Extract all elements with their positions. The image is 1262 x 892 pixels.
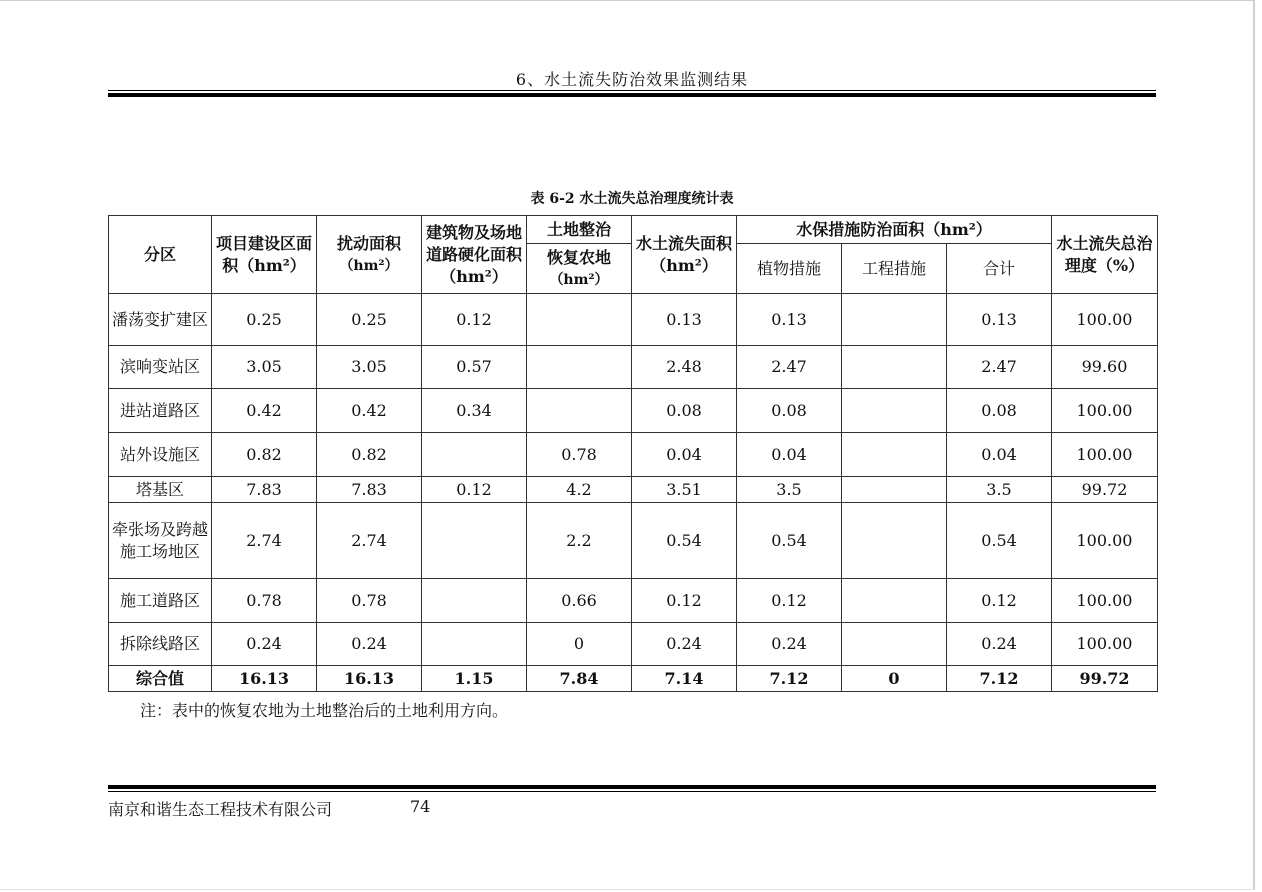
header-control-degree: 水土流失总治理度（%）	[1052, 216, 1158, 294]
cell-project-area: 16.13	[212, 666, 317, 692]
cell-plant: 0.04	[737, 433, 842, 477]
cell-project-area: 0.42	[212, 389, 317, 433]
cell-engineering	[842, 623, 947, 666]
cell-farmland	[527, 346, 632, 389]
header-restored-farmland-label: 恢复农地	[546, 247, 611, 267]
header-disturbed-area-label: 扰动面积	[336, 233, 401, 253]
cell-erosion: 0.13	[632, 294, 737, 346]
header-plant-measures: 植物措施	[737, 244, 842, 294]
cell-plant: 0.13	[737, 294, 842, 346]
cell-degree: 100.00	[1052, 294, 1158, 346]
table-row	[109, 503, 1158, 579]
header-zone: 分区	[109, 216, 212, 294]
header-restored-farmland	[527, 244, 632, 294]
cell-plant: 0.24	[737, 623, 842, 666]
table-row	[109, 433, 1158, 477]
cell-disturbed: 7.83	[317, 477, 422, 503]
running-header: 6、水土流失防治效果监测结果	[515, 70, 749, 89]
cell-farmland: 0.78	[527, 433, 632, 477]
cell-zone: 施工道路区	[109, 579, 212, 623]
header-erosion-area: 水土流失面积（hm²）	[632, 216, 737, 294]
cell-subtotal: 0.54	[947, 503, 1052, 579]
cell-farmland	[527, 389, 632, 433]
cell-farmland: 0.66	[527, 579, 632, 623]
header-project-area: 项目建设区面积（hm²）	[212, 216, 317, 294]
header-disturbed-area	[317, 216, 422, 294]
cell-subtotal: 2.47	[947, 346, 1052, 389]
cell-degree: 99.72	[1052, 666, 1158, 692]
cell-erosion: 7.14	[632, 666, 737, 692]
cell-disturbed: 2.74	[317, 503, 422, 579]
footer-rule-thin	[108, 791, 1156, 792]
cell-plant: 0.54	[737, 503, 842, 579]
header-measures-group: 水保措施防治面积（hm²）	[737, 216, 1052, 244]
cell-project-area: 0.24	[212, 623, 317, 666]
cell-building: 0.12	[422, 294, 527, 346]
erosion-control-table	[108, 215, 1158, 692]
cell-degree: 99.72	[1052, 477, 1158, 503]
cell-farmland: 2.2	[527, 503, 632, 579]
table-row	[109, 346, 1158, 389]
cell-farmland: 7.84	[527, 666, 632, 692]
cell-zone: 牵张场及跨越施工场地区	[109, 503, 212, 579]
cell-building	[422, 623, 527, 666]
table-row	[109, 477, 1158, 503]
cell-project-area: 0.25	[212, 294, 317, 346]
cell-engineering	[842, 579, 947, 623]
cell-farmland: 0	[527, 623, 632, 666]
header-building-area: 建筑物及场地道路硬化面积（hm²）	[422, 216, 527, 294]
cell-degree: 100.00	[1052, 579, 1158, 623]
table-caption: 表 6-2 水土流失总治理度统计表	[530, 191, 734, 207]
header-engineering-measures: 工程措施	[842, 244, 947, 294]
cell-farmland	[527, 294, 632, 346]
cell-degree: 100.00	[1052, 389, 1158, 433]
cell-erosion: 0.24	[632, 623, 737, 666]
cell-degree: 100.00	[1052, 433, 1158, 477]
footer-rule-thick	[108, 785, 1156, 789]
cell-zone: 潘荡变扩建区	[109, 294, 212, 346]
cell-engineering	[842, 294, 947, 346]
header-restored-farmland-unit: （hm²）	[549, 271, 609, 288]
header-disturbed-area-unit: （hm²）	[339, 257, 399, 274]
header-rule-thick	[108, 93, 1156, 97]
cell-building	[422, 503, 527, 579]
table-total-row	[109, 666, 1158, 692]
table-row	[109, 389, 1158, 433]
cell-project-area: 3.05	[212, 346, 317, 389]
cell-building	[422, 433, 527, 477]
cell-engineering	[842, 477, 947, 503]
cell-farmland: 4.2	[527, 477, 632, 503]
cell-degree: 100.00	[1052, 623, 1158, 666]
header-land-consolidation: 土地整治	[527, 216, 632, 244]
cell-degree: 99.60	[1052, 346, 1158, 389]
cell-engineering	[842, 503, 947, 579]
cell-erosion: 0.12	[632, 579, 737, 623]
cell-building: 0.57	[422, 346, 527, 389]
cell-disturbed: 0.42	[317, 389, 422, 433]
cell-erosion: 3.51	[632, 477, 737, 503]
cell-project-area: 0.82	[212, 433, 317, 477]
cell-degree: 100.00	[1052, 503, 1158, 579]
table-note: 注：表中的恢复农地为土地整治后的土地利用方向。	[140, 701, 509, 720]
cell-subtotal: 0.24	[947, 623, 1052, 666]
cell-engineering	[842, 346, 947, 389]
table-row	[109, 579, 1158, 623]
cell-plant: 3.5	[737, 477, 842, 503]
footer-company: 南京和谐生态工程技术有限公司	[108, 800, 333, 819]
table-row	[109, 623, 1158, 666]
cell-zone: 拆除线路区	[109, 623, 212, 666]
cell-disturbed: 0.78	[317, 579, 422, 623]
cell-zone: 综合值	[109, 666, 212, 692]
cell-plant: 2.47	[737, 346, 842, 389]
cell-zone: 滨响变站区	[109, 346, 212, 389]
cell-subtotal: 0.08	[947, 389, 1052, 433]
cell-plant: 0.08	[737, 389, 842, 433]
cell-project-area: 2.74	[212, 503, 317, 579]
header-subtotal: 合计	[947, 244, 1052, 294]
cell-erosion: 0.04	[632, 433, 737, 477]
cell-subtotal: 7.12	[947, 666, 1052, 692]
cell-engineering	[842, 389, 947, 433]
cell-erosion: 0.54	[632, 503, 737, 579]
cell-zone: 站外设施区	[109, 433, 212, 477]
cell-plant: 7.12	[737, 666, 842, 692]
cell-erosion: 0.08	[632, 389, 737, 433]
cell-building: 1.15	[422, 666, 527, 692]
cell-building: 0.12	[422, 477, 527, 503]
page-number: 74	[410, 797, 431, 816]
cell-subtotal: 0.13	[947, 294, 1052, 346]
cell-subtotal: 0.04	[947, 433, 1052, 477]
cell-project-area: 7.83	[212, 477, 317, 503]
cell-disturbed: 0.82	[317, 433, 422, 477]
cell-building	[422, 579, 527, 623]
table-row	[109, 294, 1158, 346]
cell-erosion: 2.48	[632, 346, 737, 389]
cell-zone: 塔基区	[109, 477, 212, 503]
cell-plant: 0.12	[737, 579, 842, 623]
cell-disturbed: 16.13	[317, 666, 422, 692]
cell-project-area: 0.78	[212, 579, 317, 623]
cell-disturbed: 0.24	[317, 623, 422, 666]
cell-building: 0.34	[422, 389, 527, 433]
cell-engineering: 0	[842, 666, 947, 692]
header-rule-thin	[108, 90, 1156, 91]
cell-subtotal: 3.5	[947, 477, 1052, 503]
cell-disturbed: 3.05	[317, 346, 422, 389]
cell-disturbed: 0.25	[317, 294, 422, 346]
cell-subtotal: 0.12	[947, 579, 1052, 623]
cell-engineering	[842, 433, 947, 477]
cell-zone: 进站道路区	[109, 389, 212, 433]
